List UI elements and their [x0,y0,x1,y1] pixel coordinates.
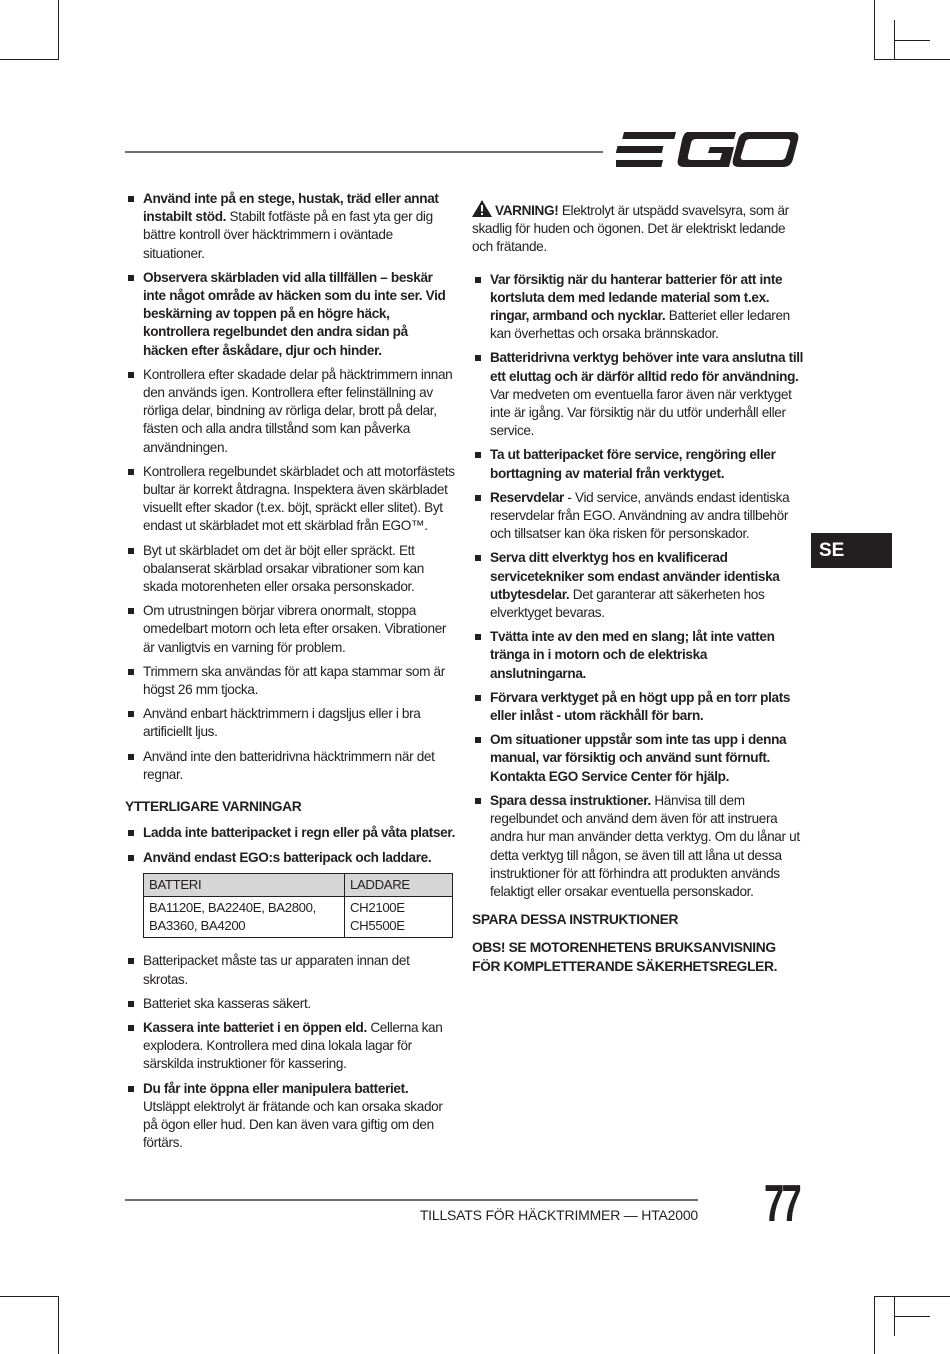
crop-mark [894,1316,930,1317]
crop-mark [874,1296,875,1354]
disposal-list [125,952,455,1152]
crop-mark [874,1296,950,1297]
list-item: Serva ditt elverktyg hos en kvalificerad servicetekniker som endast använder identiska utbytesdelar. Det garanterar att säkerheten hos elverktyget bevaras. [472,549,804,622]
list-item: Ta ut batteripacket före service, rengöring eller borttagning av material från verktyget. [472,446,804,482]
page-number: 77 [764,1175,799,1233]
list-item: Kontrollera efter skadade delar på häcktrimmern innan den används igen. Kontrollera efter felinställning av rörliga delar, bindning av rörliga delar, brott på delar, fästen och alla andra tillstånd som kan påverka användningen. [125,366,455,457]
list-item: Använd endast EGO:s batteripack och laddare. [125,849,455,867]
crop-mark [874,0,875,60]
list-item: Du får inte öppna eller manipulera batteriet. Utsläppt elektrolyt är frätande och kan orsaka skador på ögon eller hud. Den kan även vara giftig om den förtärs. [125,1080,455,1153]
battery-warning-list [125,824,455,866]
list-item: Reservdelar - Vid service, används endast identiska reservdelar från EGO. Användning av andra tillbehör och tillsatser kan öka risken för personskador. [472,489,804,544]
list-item: Ladda inte batteripacket i regn eller på våta platser. [125,824,455,842]
safety-list-right [472,271,804,902]
list-item: Använd inte den batteridrivna häcktrimmern när det regnar. [125,748,455,784]
crop-mark [874,59,950,60]
battery-charger-table [143,873,453,939]
list-item: Om situationer uppstår som inte tas upp i denna manual, var försiktig och använd sunt förnuft. Kontakta EGO Service Center för hjälp. [472,731,804,786]
note-heading: OBS! SE MOTORENHETENS BRUKSANVISNING FÖR KOMPLETTERANDE SÄKERHETSREGLER. [472,940,778,974]
warning-triangle-icon [472,200,492,217]
table-row [144,896,453,937]
warning-label: VARNING! [495,203,559,218]
list-item: Kontrollera regelbundet skärbladet och att motorfästets bultar är korrekt åtdragna. Inspektera även skärbladet visuellt efter skador (t.ex. böjt, spräckt eller slitet). Byt endast ut skärbladet mot ett skärblad från EGO™. [125,463,455,536]
list-item: Förvara verktyget på en högt upp på en torr plats eller inlåst - utom räckhåll för barn. [472,689,804,725]
list-item: Batteridrivna verktyg behöver inte vara anslutna till ett eluttag och är därför alltid redo för användning. Var medveten om eventuella faror även när verktyget inte är igång. Var försiktig när du utför underhåll eller service. [472,349,804,440]
crop-mark [0,1296,58,1297]
section-heading: YTTERLIGARE VARNINGAR [125,799,302,815]
table-header-cell: LADDARE [345,873,453,896]
list-item: Kassera inte batteriet i en öppen eld. Cellerna kan explodera. Kontrollera med dina lokala lagar för särskilda instruktioner för kassering. [125,1019,455,1074]
footer-rule [125,1199,698,1201]
crop-mark [894,40,930,41]
right-column [472,200,804,984]
list-item: Använd inte på en stege, hustak, träd eller annat instabilt stöd. Stabilt fotfäste på en fast yta ger dig bättre kontroll över häcktrimmern i oväntade situationer. [125,190,455,263]
list-item: Spara dessa instruktioner. Hänvisa till dem regelbundet och använd dem även för att instruera andra hur man använder detta verktyg. Om du lånar ut detta verktyg till någon, se även till att låna ut dessa instruktioner för att förhindra att produkten används felaktigt eller orsakar eventuella personskador. [472,792,804,901]
safety-list [125,190,455,784]
warning-text: Elektrolyt är utspädd svavelsyra, som är skadlig för huden och ögonen. Det är elektriskt ledande och frätande. [472,203,789,255]
list-item: Om utrustningen börjar vibrera onormalt, stoppa omedelbart motorn och leta efter orsaken. Vibrationer är vanligtvis en varning för problem. [125,602,455,657]
crop-mark [58,0,59,60]
table-header-cell: BATTERI [144,873,345,896]
list-item: Var försiktig när du hanterar batterier för att inte kortsluta dem med ledande material som t.ex. ringar, armband och nycklar. Batteriet eller ledaren kan överhettas och orsaka brännskador. [472,271,804,344]
crop-mark [58,1296,59,1354]
crop-mark [0,59,58,60]
left-column [125,190,455,1158]
list-item: Tvätta inte av den med en slang; låt inte vatten tränga in i motorn och de elektriska anslutningarna. [472,628,804,683]
list-item: Observera skärbladen vid alla tillfällen – beskär inte något område av häcken som du inte ser. Vid beskärning av toppen på en högre häck, kontrollera regelbundet den andra sidan på häcken efter åskådare, djur och hinder. [125,269,455,360]
header-rule [125,151,603,153]
list-item: Batteripacket måste tas ur apparaten innan det skrotas. [125,952,455,988]
table-header-row [144,873,453,896]
footer-title: TILLSATS FÖR HÄCKTRIMMER — HTA2000 [419,1207,698,1223]
warning-block [472,200,804,257]
list-item: Byt ut skärbladet om det är böjt eller spräckt. Ett obalanserat skärblad orsakar vibrationer som kan skada motorenheten eller orsaka personskador. [125,542,455,597]
ego-logo [616,128,800,172]
list-item: Använd enbart häcktrimmern i dagsljus eller i bra artificiellt ljus. [125,705,455,741]
list-item: Trimmern ska användas för att kapa stammar som är högst 26 mm tjocka. [125,663,455,699]
language-tab: SE [811,533,892,568]
list-item: Batteriet ska kasseras säkert. [125,995,455,1013]
table-cell: CH2100E CH5500E [345,896,453,937]
save-instructions-heading: SPARA DESSA INSTRUKTIONER [472,912,679,928]
table-cell: BA1120E, BA2240E, BA2800, BA3360, BA4200 [144,896,345,937]
